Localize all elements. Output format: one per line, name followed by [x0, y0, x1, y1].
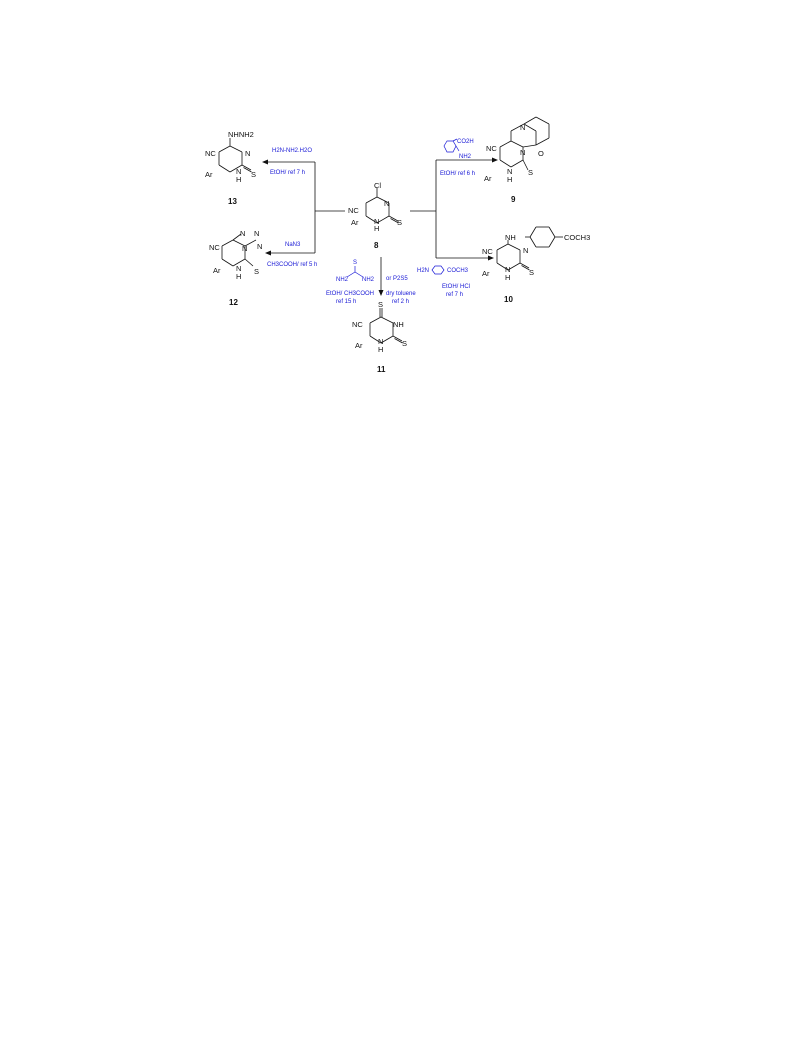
compound-8 — [348, 181, 402, 250]
c13-s-atom: S — [251, 170, 257, 179]
c11-h-atom: H — [378, 345, 384, 354]
c11-nh-atom: N — [378, 337, 384, 346]
c10-nh-atom: N — [505, 265, 511, 274]
reagents-to-12 — [267, 242, 317, 268]
to9-conditions: EtOH/ ref 6 h — [440, 171, 476, 177]
compound-13 — [205, 130, 256, 206]
c12-nc-group: NC — [209, 243, 220, 252]
reagents-to-9 — [440, 139, 475, 177]
c11-s-atom: S — [402, 339, 408, 348]
phosphorus-pentasulfide-reagent: or P2S5 — [386, 276, 408, 282]
c9-nh-atom: N — [507, 167, 513, 176]
c12-n1-atom: N — [240, 229, 246, 238]
c9-o-atom: O — [538, 149, 544, 158]
compound-12 — [209, 229, 262, 307]
to10-conditions-1: EtOH/ HCl — [442, 284, 471, 290]
c9-h-atom: H — [507, 175, 513, 184]
c13-n-atom: N — [245, 149, 251, 158]
c11-s-top-atom: S — [378, 300, 384, 309]
thiourea-s-atom: S — [353, 260, 358, 266]
to11-right-conditions-1: dry toluene — [386, 291, 416, 297]
reagents-to-10 — [417, 266, 470, 298]
compound-13-label: 13 — [228, 197, 237, 206]
c11-ar-group: Ar — [355, 341, 363, 350]
aminoacetophenone-coch3: COCH3 — [447, 268, 469, 274]
c9-nc-group: NC — [486, 144, 497, 153]
c10-n-atom: N — [523, 246, 529, 255]
thiourea-nh2-left: NH2 — [336, 277, 349, 283]
c12-nh-atom: N — [236, 264, 242, 273]
c8-nc-group: NC — [348, 206, 359, 215]
c10-nh-link: NH — [505, 233, 516, 242]
thiourea-nh2-right: NH2 — [362, 277, 375, 283]
to11-right-conditions-2: ref 2 h — [392, 299, 410, 305]
anthranilic-cooh-group: CO2H — [457, 139, 474, 145]
to10-conditions-2: ref 7 h — [446, 292, 464, 298]
c10-ar-group: Ar — [482, 269, 490, 278]
c12-n4-atom: N — [242, 244, 248, 253]
sodium-azide-reagent: NaN3 — [285, 242, 301, 248]
c9-n2-atom: N — [520, 148, 526, 157]
anthranilic-nh2-group: NH2 — [459, 154, 472, 160]
c8-cl-atom: Cl — [374, 181, 382, 190]
to11-left-conditions-2: ref 15 h — [336, 299, 357, 305]
compound-10 — [482, 227, 590, 304]
reaction-arrows — [262, 158, 498, 297]
c8-nh-atom: N — [374, 217, 380, 226]
c12-n2-atom: N — [254, 229, 260, 238]
compound-8-label: 8 — [374, 241, 379, 250]
compound-11 — [352, 299, 410, 374]
c8-h-atom: H — [374, 224, 380, 233]
c12-ar-group: Ar — [213, 266, 221, 275]
c8-ar-group: Ar — [351, 218, 359, 227]
c13-nc-group: NC — [205, 149, 216, 158]
c13-ar-group: Ar — [205, 170, 213, 179]
c13-hydrazino-group: NHNH2 — [228, 130, 254, 139]
c11-nc-group: NC — [352, 320, 363, 329]
c8-n-atom: N — [384, 199, 390, 208]
compound-11-label: 11 — [377, 365, 386, 374]
c10-acetyl-group: COCH3 — [564, 233, 591, 242]
to11-left-conditions-1: EtOH/ CH3COOH — [326, 291, 375, 297]
c12-n3-atom: N — [257, 242, 263, 251]
hydrazine-reagent: H2N-NH2.H2O — [272, 148, 313, 154]
c12-h-atom: H — [236, 272, 242, 281]
c12-s-atom: S — [254, 267, 260, 276]
to13-conditions: EtOH/ ref 7 h — [270, 170, 306, 176]
c10-h-atom: H — [505, 273, 511, 282]
c10-s-atom: S — [529, 268, 535, 277]
compound-12-label: 12 — [229, 298, 238, 307]
aminoacetophenone-h2n: H2N — [417, 268, 430, 274]
compound-9-label: 9 — [511, 195, 516, 204]
c9-n1-atom: N — [520, 123, 526, 132]
to12-conditions: CH3COOH/ ref 5 h — [267, 262, 318, 268]
c10-nc-group: NC — [482, 247, 493, 256]
c8-s-atom: S — [397, 218, 403, 227]
c13-nh-atom: N — [236, 167, 242, 176]
c11-nh-top-atom: NH — [393, 320, 404, 329]
c9-s-atom: S — [528, 168, 534, 177]
c13-h-atom: H — [236, 175, 242, 184]
compound-10-label: 10 — [504, 295, 513, 304]
reagents-to-11 — [326, 260, 416, 305]
c9-ar-group: Ar — [484, 174, 492, 183]
